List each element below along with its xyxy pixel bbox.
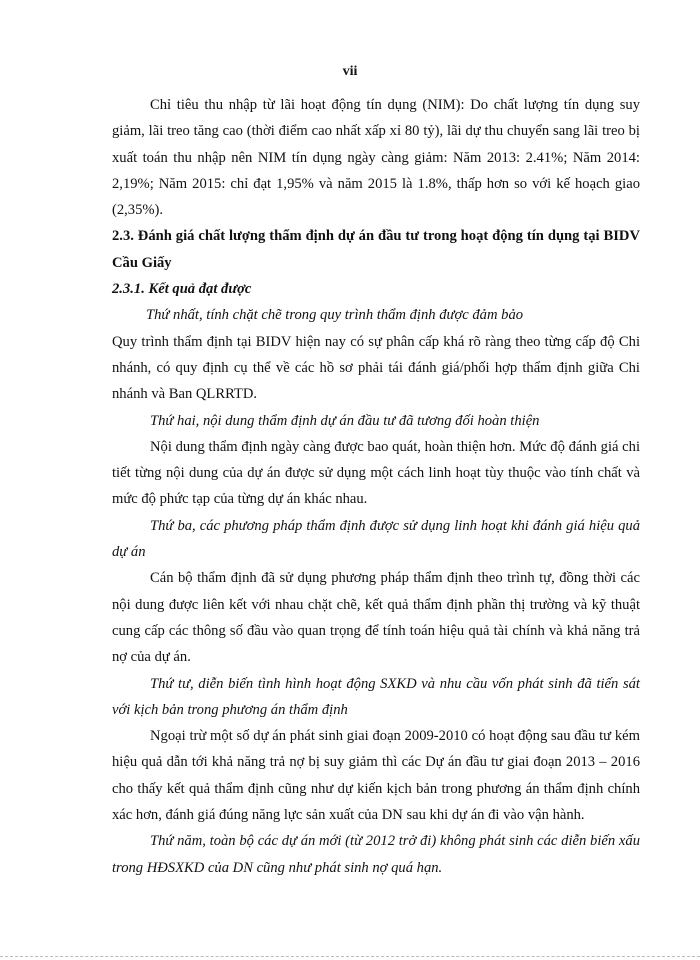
section-heading-2-3: 2.3. Đánh giá chất lượng thẩm định dự án đầu tư trong hoạt động tín dụng tại BIDV Cầu Giấy bbox=[112, 228, 640, 271]
section-heading-2-3-1: 2.3.1. Kết quả đạt được bbox=[112, 281, 252, 298]
point-2-body: Nội dung thẩm định ngày càng được bao quát, hoàn thiện hơn. Mức độ đánh giá chi tiết từng nội dung của dự án được sử dụng một cách linh hoạt tùy thuộc vào tính chất và mức độ phức tạp của từng dự án khác nhau. bbox=[112, 438, 640, 508]
page-content bbox=[112, 92, 640, 881]
point-5-title: Thứ năm, toàn bộ các dự án mới (từ 2012 trở đi) không phát sinh các diễn biến xấu trong HĐSXKD của DN cũng như phát sinh nợ quá hạn. bbox=[112, 833, 640, 876]
point-3-body: Cán bộ thẩm định đã sử dụng phương pháp thẩm định theo trình tự, đồng thời các nội dung được liên kết với nhau chặt chẽ, kết quả thẩm định phần thị trường và kỹ thuật cung cấp các thông số đầu vào quan trọng để tính toán hiệu quả tài chính và khả năng trả nợ của dự án. bbox=[112, 570, 640, 666]
point-1-title: Thứ nhất, tính chặt chẽ trong quy trình thẩm định được đảm bảo bbox=[146, 307, 524, 324]
point-1-body: Quy trình thẩm định tại BIDV hiện nay có sự phân cấp khá rõ ràng theo từng cấp độ Chi nhánh, có quy định cụ thể về các hồ sơ phải tái đánh giá/phối hợp thẩm định giữa Chi nhánh và Ban QLRRTD. bbox=[112, 333, 640, 403]
nim-paragraph: Chỉ tiêu thu nhập từ lãi hoạt động tín dụng (NIM): Do chất lượng tín dụng suy giảm, lãi treo tăng cao (thời điểm cao nhất xấp xỉ 80 tỷ), lãi dự thu chuyển sang lãi treo bị xuất toán thu nhập nên NIM tín dụng ngày càng giảm: Năm 2013: 2.41%; Năm 2014: 2,19%; Năm 2015: chỉ đạt 1,95% và năm 2015 là 1.8%, thấp hơn so với kế hoạch giao (2,35%). bbox=[112, 97, 640, 219]
page-bottom-rule bbox=[0, 956, 700, 957]
point-4-title: Thứ tư, diễn biến tình hình hoạt động SXKD và nhu cầu vốn phát sinh đã tiến sát với kịch bản trong phương án thẩm định bbox=[112, 675, 640, 718]
point-4-body: Ngoại trừ một số dự án phát sinh giai đoạn 2009-2010 có hoạt động sau đầu tư kém hiệu quả dẫn tới khả năng trả nợ bị suy giảm thì các Dự án đầu tư giai đoạn 2013 – 2016 cho thấy kết quả thẩm định cũng như dự kiến kịch bản trong phương án thẩm định chính xác hơn, đánh giá đúng năng lực sản xuất của DN sau khi dự án đi vào vận hành. bbox=[112, 728, 640, 824]
point-2-title: Thứ hai, nội dung thẩm định dự án đầu tư đã tương đối hoàn thiện bbox=[150, 412, 540, 429]
point-3-title: Thứ ba, các phương pháp thẩm định được sử dụng linh hoạt khi đánh giá hiệu quả dự án bbox=[112, 517, 640, 561]
page-number: vii bbox=[342, 64, 358, 79]
